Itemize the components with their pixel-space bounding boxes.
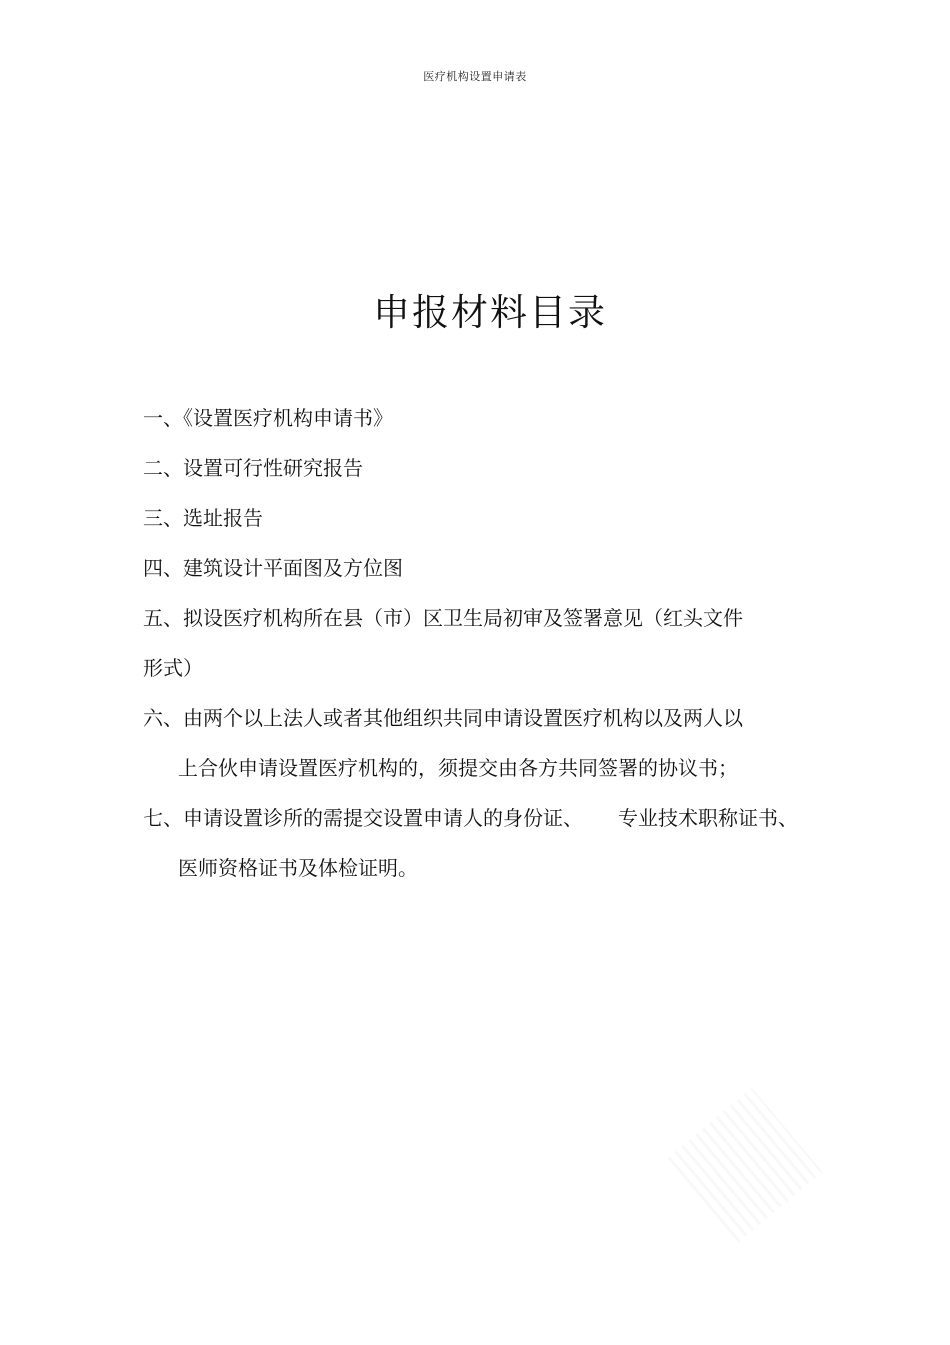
list-item-7-continued: 医师资格证书及体检证明。 [178, 856, 418, 880]
list-item-7-part-2: 专业技术职称证书、 [618, 806, 798, 830]
list-item-5-continued: 形式） [143, 656, 203, 680]
running-header: 医疗机构设置申请表 [423, 70, 527, 83]
list-item-6: 六、由两个以上法人或者其他组织共同申请设置医疗机构以及两人以 [143, 706, 743, 730]
list-item-4: 四、建筑设计平面图及方位图 [143, 556, 403, 580]
list-item-7: 七、申请设置诊所的需提交设置申请人的身份证、 [143, 806, 583, 830]
list-item-1: 一、《设置医疗机构申请书》 [143, 406, 393, 430]
faint-watermark [668, 1088, 823, 1243]
page-title: 申报材料目录 [373, 291, 607, 334]
list-item-3: 三、选址报告 [143, 506, 263, 530]
list-item-6-continued: 上合伙申请设置医疗机构的，须提交由各方共同签署的协议书； [178, 756, 738, 780]
list-item-5: 五、拟设医疗机构所在县（市）区卫生局初审及签署意见（红头文件 [143, 606, 743, 630]
list-item-2: 二、设置可行性研究报告 [143, 456, 363, 480]
